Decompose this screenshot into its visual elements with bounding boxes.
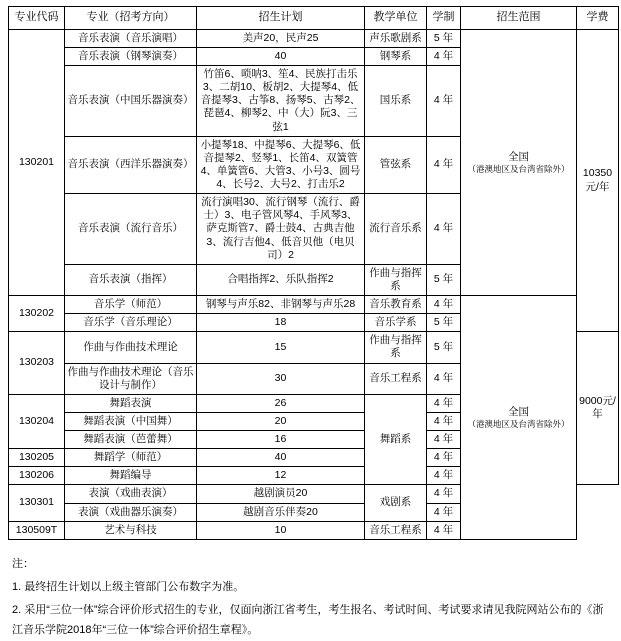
department-name: 舞蹈系 <box>365 394 427 485</box>
schooling-length: 4 年 <box>427 449 461 467</box>
plan-value: 20 <box>197 412 365 430</box>
major-code-130204: 130204 <box>9 394 65 448</box>
plan-value: 10 <box>197 521 365 539</box>
major-code-130203: 130203 <box>9 332 65 395</box>
schooling-length: 4 年 <box>427 412 461 430</box>
major-name: 音乐表演（音乐演唱） <box>65 29 197 47</box>
department-name: 管弦系 <box>365 136 427 194</box>
notes-title: 注： <box>12 557 34 570</box>
schooling-length: 4 年 <box>427 431 461 449</box>
major-code-130301: 130301 <box>9 485 65 521</box>
plan-value: 竹笛6、唢呐3、笙4、民族打击乐3、二胡10、板胡2、大提琴4、低音提琴3、古筝8、扬琴5、古琴2、琵琶4、柳琴2、中（大）阮3、三弦1 <box>197 66 365 137</box>
plan-value: 12 <box>197 467 365 485</box>
major-code-130201: 130201 <box>9 29 65 295</box>
major-name: 音乐表演（钢琴演奏） <box>65 47 197 65</box>
plan-value: 18 <box>197 314 365 332</box>
plan-value: 美声20，民声25 <box>197 29 365 47</box>
plan-value: 16 <box>197 431 365 449</box>
plan-value: 40 <box>197 449 365 467</box>
header-enrollment-plan: 招生计划 <box>197 7 365 30</box>
department-name: 国乐系 <box>365 66 427 137</box>
major-name: 音乐表演（中国乐器演奏） <box>65 66 197 137</box>
schooling-length: 4 年 <box>427 47 461 65</box>
schooling-length: 4 年 <box>427 485 461 503</box>
table-header-row <box>9 7 619 30</box>
scope-main: 全国 <box>508 150 529 163</box>
major-name: 音乐表演（流行音乐） <box>65 194 197 265</box>
tuition-fee <box>577 29 619 332</box>
enrollment-plan-table <box>8 6 619 540</box>
major-name: 作曲与作曲技术理论（音乐设计与制作） <box>65 363 197 394</box>
note-item-1: 1. 最终招生计划以上级主管部门公布数字为准。 <box>12 580 245 593</box>
scope-sub: （港澳地区及台湾省除外） <box>467 418 570 429</box>
department-name: 音乐工程系 <box>365 363 427 394</box>
major-name: 音乐表演（西洋乐器演奏） <box>65 136 197 194</box>
schooling-length: 4 年 <box>427 136 461 194</box>
major-name: 艺术与科技 <box>65 521 197 539</box>
header-tuition: 学费 <box>577 7 619 30</box>
schooling-length: 5 年 <box>427 29 461 47</box>
header-major-direction: 专业（招考方向） <box>65 7 197 30</box>
schooling-length: 5 年 <box>427 264 461 295</box>
plan-value: 30 <box>197 363 365 394</box>
scope-cell <box>461 29 577 295</box>
notes-section <box>12 554 609 641</box>
department-name: 声乐歌剧系 <box>365 29 427 47</box>
schooling-length: 4 年 <box>427 521 461 539</box>
major-name: 舞蹈编导 <box>65 467 197 485</box>
plan-value: 15 <box>197 332 365 363</box>
schooling-length: 4 年 <box>427 296 461 314</box>
department-name: 音乐工程系 <box>365 521 427 539</box>
schooling-length: 4 年 <box>427 194 461 265</box>
schooling-length: 4 年 <box>427 394 461 412</box>
schooling-length: 5 年 <box>427 314 461 332</box>
enrollment-plan-page <box>0 6 621 637</box>
plan-value: 合唱指挥2、乐队指挥2 <box>197 264 365 295</box>
department-name: 戏剧系 <box>365 485 427 521</box>
header-teaching-unit: 教学单位 <box>365 7 427 30</box>
table-row <box>9 296 619 314</box>
department-name: 音乐教育系 <box>365 296 427 314</box>
major-name: 音乐表演（指挥） <box>65 264 197 295</box>
plan-value: 越剧音乐伴奏20 <box>197 503 365 521</box>
plan-value: 小提琴18、中提琴6、大提琴6、低音提琴2、竖琴1、长笛4、双簧管4、单簧管6、大管3、小号3、圆号4、长号2、大号2、打击乐2 <box>197 136 365 194</box>
schooling-length: 4 年 <box>427 66 461 137</box>
plan-value: 26 <box>197 394 365 412</box>
note-item-2: 2. 采用“三位一体”综合评价形式招生的专业，仅面向浙江省考生，考生报名、考试时间、考试要求请见我院网站公布的《浙江音乐学院2018年“三位一体”综合评价招生章程》。 <box>12 603 604 637</box>
tuition-fee-amount: 9000元/年 <box>579 395 616 421</box>
department-name: 流行音乐系 <box>365 194 427 265</box>
major-name: 音乐学（音乐理论） <box>65 314 197 332</box>
department-name: 作曲与指挥系 <box>365 332 427 363</box>
schooling-length: 4 年 <box>427 467 461 485</box>
schooling-length: 4 年 <box>427 503 461 521</box>
table-row <box>9 29 619 47</box>
tuition-fee <box>577 332 619 485</box>
major-name: 舞蹈表演 <box>65 394 197 412</box>
major-name: 表演（戏曲表演） <box>65 485 197 503</box>
header-enrollment-scope: 招生范围 <box>461 7 577 30</box>
major-name: 音乐学（师范） <box>65 296 197 314</box>
plan-value: 40 <box>197 47 365 65</box>
major-code-130206: 130206 <box>9 467 65 485</box>
major-code-130205: 130205 <box>9 449 65 467</box>
plan-value: 流行演唱30、流行钢琴（流行、爵士）3、电子管风琴4、手风琴3、萨克斯管7、爵士鼓4、古典吉他3、流行吉他4、低音贝他（电贝司）2 <box>197 194 365 265</box>
header-major-code: 专业代码 <box>9 7 65 30</box>
scope-sub: （港澳地区及台湾省除外） <box>467 163 570 174</box>
major-name: 作曲与作曲技术理论 <box>65 332 197 363</box>
scope-cell <box>461 296 577 540</box>
tuition-fee-amount: 10350元/年 <box>582 167 613 193</box>
major-code-130202: 130202 <box>9 296 65 332</box>
department-name: 钢琴系 <box>365 47 427 65</box>
header-schooling-length: 学制 <box>427 7 461 30</box>
major-code-130509T: 130509T <box>9 521 65 539</box>
major-name: 表演（戏曲器乐演奏） <box>65 503 197 521</box>
plan-value: 钢琴与声乐82、非钢琴与声乐28 <box>197 296 365 314</box>
schooling-length: 4 年 <box>427 363 461 394</box>
scope-main: 全国 <box>508 405 529 418</box>
department-name: 音乐学系 <box>365 314 427 332</box>
major-name: 舞蹈表演（芭蕾舞） <box>65 431 197 449</box>
schooling-length: 5 年 <box>427 332 461 363</box>
plan-value: 越剧演员20 <box>197 485 365 503</box>
major-name: 舞蹈表演（中国舞） <box>65 412 197 430</box>
major-name: 舞蹈学（师范） <box>65 449 197 467</box>
department-name: 作曲与指挥系 <box>365 264 427 295</box>
